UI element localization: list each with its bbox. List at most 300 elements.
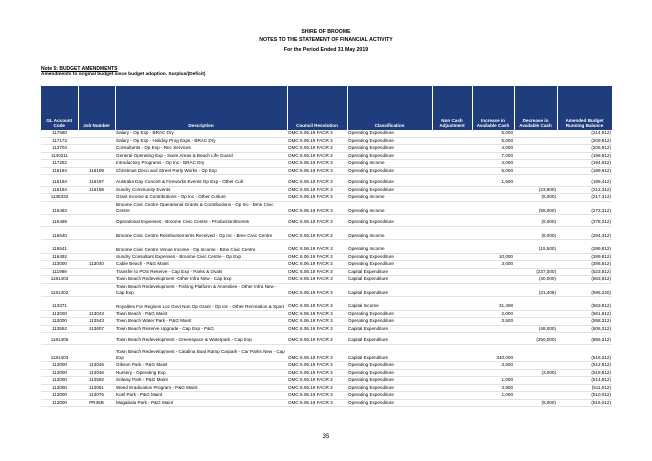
job-number-cell: 113045 <box>78 362 115 370</box>
non-cash-cell <box>432 194 472 202</box>
amended-balance-cell: (198,912) <box>557 152 612 160</box>
classification-cell: Operating Expenditure <box>347 384 432 392</box>
description-cell: Operational Expenses - Broome Civic Centre - Production/Events <box>115 219 287 226</box>
classification-cell: Operating Expenditure <box>347 310 432 318</box>
description-cell: Salary - Op Exp - BRAC Dry <box>115 130 287 137</box>
classification-cell: Operating Expenditure <box>347 318 432 326</box>
council-resolution-cell: OMC 6.06.19 FACR 3 <box>287 392 347 400</box>
non-cash-cell <box>432 349 472 362</box>
increase-cell: 31,408 <box>472 297 514 311</box>
job-number-cell <box>78 160 115 168</box>
amended-balance-cell: (188,412) <box>557 179 612 186</box>
statement-title: NOTES TO THE STATEMENT OF FINANCIAL ACTIVITY <box>259 37 393 43</box>
job-number-cell: 113607 <box>78 325 115 333</box>
decrease-cell <box>514 384 557 392</box>
job-number-cell <box>78 276 115 284</box>
decrease-cell: (31,408) <box>514 283 557 297</box>
description-cell: Introductory Programs - Op Inc - BRAC Dry <box>115 160 287 168</box>
gl-account-cell: 113000 <box>41 362 78 370</box>
description-cell: Solway Park - P&G Maint <box>115 377 287 385</box>
amended-balance-cell: (561,812) <box>557 310 612 318</box>
gl-account-cell: 117252 <box>41 160 78 168</box>
classification-cell: Operating Expenditure <box>347 399 432 407</box>
job-number-cell: 113040 <box>78 261 115 269</box>
decrease-cell <box>514 179 557 186</box>
decrease-cell <box>514 152 557 160</box>
council-resolution-cell: OMC 6.06.19 FACR 3 <box>287 145 347 153</box>
increase-cell: 4,000 <box>472 145 514 153</box>
decrease-cell: (48,000) <box>514 325 557 333</box>
col-amended-balance: Amended Budget Running Balance <box>557 86 612 130</box>
decrease-cell <box>514 130 557 137</box>
amended-balance-cell: (289,812) <box>557 253 612 261</box>
gl-account-cell: 116483 <box>41 201 78 215</box>
description-cell: Koel Park - P&G Maint <box>115 392 287 400</box>
non-cash-cell <box>432 384 472 392</box>
decrease-cell <box>514 261 557 269</box>
council-resolution-cell: OMC 6.06.19 FACR 3 <box>287 310 347 318</box>
non-cash-cell <box>432 186 472 194</box>
description-cell: Cable Beach - P&G Maint <box>115 261 287 269</box>
decrease-cell <box>514 318 557 326</box>
classification-cell: Operating Income <box>347 201 432 215</box>
description-cell: Royalties For Regions Loc Govt Non Op Grant - Op Inc - Other Recreation & Sport <box>115 297 287 311</box>
description-cell: Nursery - Operating Exp <box>115 369 287 377</box>
page-number: 35 <box>322 434 330 440</box>
increase-cell <box>472 369 514 377</box>
table-row <box>41 240 612 254</box>
amended-balance-cell: (558,312) <box>557 318 612 326</box>
increase-cell: 3,000 <box>472 261 514 269</box>
job-number-cell <box>78 226 115 240</box>
description-cell: Town Beach Redevelopment - Catalina Boat Ramp Carpark - Car Parks New - Cap Exp <box>115 349 287 362</box>
amended-balance-cell: (205,912) <box>557 145 612 153</box>
council-resolution-cell: OMC 6.06.19 FACR 3 <box>287 226 347 240</box>
gl-account-cell: 1181403 <box>41 349 78 362</box>
non-cash-cell <box>432 369 472 377</box>
table-row <box>41 226 612 240</box>
increase-cell: 1,000 <box>472 377 514 385</box>
gl-account-cell: 113552 <box>41 325 78 333</box>
table-row <box>41 362 612 370</box>
gl-account-cell: 113000 <box>41 377 78 385</box>
description-cell: Grant Income & Contributions - Op Inc - Other Culture <box>115 194 287 202</box>
job-number-cell: 113582 <box>78 377 115 385</box>
decrease-cell: (5,000) <box>514 399 557 407</box>
council-resolution-cell: OMC 6.06.19 FACR 3 <box>287 362 347 370</box>
gl-account-cell: 116184 <box>41 167 78 175</box>
description-cell: Town Beach Reserve Upgrade - Cap Exp - P&G <box>115 325 287 333</box>
classification-cell: Operating Expenditure <box>347 362 432 370</box>
col-job-number: Job Number <box>78 86 115 130</box>
classification-cell: Operating Income <box>347 240 432 254</box>
non-cash-cell <box>432 201 472 215</box>
note-subtitle: Amendments to original budget since budget adoption. Surplus/(Deficit) <box>41 72 206 77</box>
table-row <box>41 384 612 392</box>
non-cash-cell <box>432 337 472 344</box>
increase-cell: 5,000 <box>472 167 514 175</box>
amended-balance-cell: (272,312) <box>557 201 612 215</box>
increase-cell: 1,000 <box>472 392 514 400</box>
council-resolution-cell: OMC 6.06.19 FACR 3 <box>287 179 347 186</box>
job-number-cell <box>78 297 115 311</box>
increase-cell: 1,500 <box>472 179 514 186</box>
description-cell: Broome Civic Centre Venue Income - Op Income - Bme Civic Centre <box>115 240 287 254</box>
non-cash-cell <box>432 261 472 269</box>
table-row <box>41 369 612 377</box>
amended-balance-cell: (511,012) <box>557 384 612 392</box>
increase-cell: 4,000 <box>472 160 514 168</box>
decrease-cell: (6,000) <box>514 226 557 240</box>
council-resolution-cell: OMC 6.06.19 FACR 3 <box>287 268 347 276</box>
gl-account-cell: 1138332 <box>41 194 78 202</box>
job-number-cell: PR36B <box>78 399 115 407</box>
amended-balance-cell: (595,220) <box>557 283 612 297</box>
description-cell: Transfer to POS Reserve - Cap Exp - Parks & Ovals <box>115 268 287 276</box>
table-row <box>41 130 612 137</box>
non-cash-cell <box>432 276 472 284</box>
job-number-cell: 113046 <box>78 369 115 377</box>
job-number-cell <box>78 194 115 202</box>
table-row <box>41 337 612 344</box>
classification-cell: Operating Expenditure <box>347 377 432 385</box>
council-resolution-cell: OMC 6.06.19 FACR 3 <box>287 349 347 362</box>
amended-balance-cell: (523,812) <box>557 268 612 276</box>
amended-balance-cell: (284,312) <box>557 226 612 240</box>
job-number-cell <box>78 219 115 226</box>
table-row <box>41 137 612 145</box>
col-increase: Increase in Available Cash <box>472 86 514 130</box>
increase-cell: 10,000 <box>472 253 514 261</box>
non-cash-cell <box>432 152 472 160</box>
note-title: Note 5: BUDGET AMENDMENTS <box>41 66 118 72</box>
description-cell: Broome Civic Centre Reimbursements Received - Op Inc - Bme Civic Centre <box>115 226 287 240</box>
description-cell: Australia Day Concert & Fireworks Events Op Exp - Other Cult <box>115 179 287 186</box>
gl-account-cell: 116492 <box>41 253 78 261</box>
classification-cell: Capital Expenditure <box>347 325 432 333</box>
col-gl-account: GL Account Code <box>41 86 78 130</box>
gl-account-cell: 113000 <box>41 392 78 400</box>
table-row <box>41 276 612 284</box>
gl-account-cell: 116184 <box>41 179 78 186</box>
amended-balance-cell: (606,312) <box>557 325 612 333</box>
non-cash-cell <box>432 310 472 318</box>
decrease-cell: (237,000) <box>514 268 557 276</box>
increase-cell: 3,500 <box>472 362 514 370</box>
amended-balance-cell: (856,312) <box>557 337 612 344</box>
council-resolution-cell: OMC 6.06.19 FACR 3 <box>287 325 347 333</box>
amended-balance-cell: (214,912) <box>557 130 612 137</box>
job-number-cell: 113076 <box>78 392 115 400</box>
gl-account-cell: 113371 <box>41 297 78 311</box>
non-cash-cell <box>432 297 472 311</box>
description-cell: Weed Eradication Program - P&G Maint <box>115 384 287 392</box>
decrease-cell <box>514 297 557 311</box>
council-resolution-cell: OMC 6.06.19 FACR 3 <box>287 186 347 194</box>
job-number-cell <box>78 130 115 137</box>
amended-balance-cell: (217,312) <box>557 194 612 202</box>
description-cell: Town Beach - P&G Maint <box>115 310 287 318</box>
decrease-cell <box>514 145 557 153</box>
gl-account-cell: 113000 <box>41 310 78 318</box>
classification-cell: Operating Expenditure <box>347 145 432 153</box>
amended-balance-cell: (515,012) <box>557 399 612 407</box>
classification-cell: Operating Expenditure <box>347 137 432 145</box>
increase-cell <box>472 240 514 254</box>
col-classification: Classification <box>347 86 432 130</box>
table-row <box>41 186 612 194</box>
table-row <box>41 392 612 400</box>
council-resolution-cell: OMC 6.06.19 FACR 3 <box>287 297 347 311</box>
non-cash-cell <box>432 130 472 137</box>
classification-cell: Operating Income <box>347 194 432 202</box>
classification-cell: Operating Expenditure <box>347 369 432 377</box>
non-cash-cell <box>432 219 472 226</box>
job-number-cell: 113043 <box>78 310 115 318</box>
description-cell: Salary - Op Exp - Holiday Prog Exps - BRAC Dry <box>115 137 287 145</box>
table-row <box>41 349 612 362</box>
job-number-cell <box>78 337 115 344</box>
amended-balance-cell: (278,312) <box>557 219 612 226</box>
council-resolution-cell: OMC 6.06.19 FACR 3 <box>287 337 347 344</box>
increase-cell <box>472 399 514 407</box>
classification-cell: Capital Expenditure <box>347 268 432 276</box>
job-number-cell <box>78 349 115 362</box>
job-number-cell <box>78 268 115 276</box>
description-cell: Sundry Community Events <box>115 186 287 194</box>
increase-cell <box>472 276 514 284</box>
decrease-cell <box>514 137 557 145</box>
classification-cell: Operating Expenditure <box>347 186 432 194</box>
classification-cell: Capital Income <box>347 297 432 311</box>
non-cash-cell <box>432 253 472 261</box>
amended-balance-cell: (514,812) <box>557 377 612 385</box>
gl-account-cell: 117560 <box>41 130 78 137</box>
amended-balance-cell: (194,912) <box>557 160 612 168</box>
amended-balance-cell: (209,912) <box>557 137 612 145</box>
increase-cell <box>472 283 514 297</box>
gl-account-cell: 1181403 <box>41 276 78 284</box>
increase-cell: 3,800 <box>472 384 514 392</box>
amended-balance-cell: (563,812) <box>557 297 612 311</box>
increase-cell <box>472 268 514 276</box>
amended-balance-cell: (212,312) <box>557 186 612 194</box>
table-row <box>41 167 612 175</box>
decrease-cell <box>514 392 557 400</box>
table-row <box>41 194 612 202</box>
gl-account-cell: 117173 <box>41 137 78 145</box>
gl-account-cell: 113000 <box>41 261 78 269</box>
council-resolution-cell: OMC 6.06.19 FACR 3 <box>287 377 347 385</box>
gl-account-cell: 1140211 <box>41 152 78 160</box>
classification-cell: Operating Expenditure <box>347 130 432 137</box>
council-resolution-cell: OMC 6.06.19 FACR 3 <box>287 219 347 226</box>
non-cash-cell <box>432 399 472 407</box>
council-resolution-cell: OMC 6.06.19 FACR 3 <box>287 283 347 297</box>
classification-cell: Operating Expenditure <box>347 152 432 160</box>
table-row <box>41 261 612 269</box>
table-row <box>41 179 612 186</box>
gl-account-cell: 116184 <box>41 186 78 194</box>
council-resolution-cell: OMC 6.06.19 FACR 3 <box>287 130 347 137</box>
non-cash-cell <box>432 362 472 370</box>
description-cell: Consultants - Op Exp - Rec Services <box>115 145 287 153</box>
council-resolution-cell: OMC 6.06.19 FACR 3 <box>287 160 347 168</box>
council-resolution-cell: OMC 6.06.19 FACR 3 <box>287 137 347 145</box>
classification-cell: Capital Expenditure <box>347 337 432 344</box>
amended-balance-cell: (516,312) <box>557 349 612 362</box>
job-number-cell <box>78 145 115 153</box>
gl-account-cell: 116541 <box>41 240 78 254</box>
table-row <box>41 310 612 318</box>
increase-cell <box>472 219 514 226</box>
description-cell: Broome Civic Centre Operational Grants & Contributions - Op Inc - Bme Civic Centre <box>115 201 287 215</box>
classification-cell: Operating Income <box>347 160 432 168</box>
description-cell: Town Beach Redevelopment -Other Infra New - Cap Exp <box>115 276 287 284</box>
increase-cell <box>472 201 514 215</box>
increase-cell: 5,000 <box>472 130 514 137</box>
table-row <box>41 325 612 333</box>
decrease-cell: (5,000) <box>514 194 557 202</box>
decrease-cell <box>514 167 557 175</box>
description-cell: General Operating Exp - Swim Areas & Beach Life Guard <box>115 152 287 160</box>
classification-cell: Operating Expenditure <box>347 179 432 186</box>
non-cash-cell <box>432 160 472 168</box>
increase-cell <box>472 325 514 333</box>
increase-cell <box>472 226 514 240</box>
decrease-cell <box>514 160 557 168</box>
non-cash-cell <box>432 137 472 145</box>
job-number-cell: 113051 <box>78 384 115 392</box>
non-cash-cell <box>432 167 472 175</box>
gl-account-cell: 113000 <box>41 384 78 392</box>
col-description: Description <box>115 86 287 130</box>
decrease-cell: (15,500) <box>514 240 557 254</box>
increase-cell <box>472 186 514 194</box>
job-number-cell <box>78 201 115 215</box>
job-number-cell: 113543 <box>78 318 115 326</box>
table-row <box>41 283 612 297</box>
budget-amendments-table <box>41 86 613 407</box>
amended-balance-cell: (512,812) <box>557 362 612 370</box>
table-row <box>41 297 612 311</box>
council-resolution-cell: OMC 6.06.19 FACR 3 <box>287 276 347 284</box>
description-cell: Town Beach Water Park - P&G Maint <box>115 318 287 326</box>
increase-cell: 7,000 <box>472 152 514 160</box>
non-cash-cell <box>432 377 472 385</box>
amended-balance-cell: (515,812) <box>557 369 612 377</box>
classification-cell: Capital Expenditure <box>347 349 432 362</box>
job-number-cell <box>78 152 115 160</box>
decrease-cell <box>514 253 557 261</box>
table-row <box>41 253 612 261</box>
classification-cell: Capital Expenditure <box>347 283 432 297</box>
decrease-cell <box>514 349 557 362</box>
shire-name: SHIRE OF BROOME <box>301 29 351 35</box>
gl-account-cell: 116489 <box>41 219 78 226</box>
classification-cell: Operating Income <box>347 226 432 240</box>
council-resolution-cell: OMC 6.06.19 FACR 3 <box>287 167 347 175</box>
council-resolution-cell: OMC 6.06.19 FACR 3 <box>287 384 347 392</box>
table-row <box>41 377 612 385</box>
amended-balance-cell: (299,812) <box>557 240 612 254</box>
non-cash-cell <box>432 179 472 186</box>
non-cash-cell <box>432 325 472 333</box>
increase-cell: 5,000 <box>472 137 514 145</box>
col-non-cash: Non Cash Adjustment <box>432 86 472 130</box>
table-row <box>41 201 612 215</box>
gl-account-cell: 113704 <box>41 145 78 153</box>
period-title: For the Period Ended 31 May 2019 <box>283 47 369 53</box>
amended-balance-cell: (563,812) <box>557 276 612 284</box>
description-cell: Christmas Deco and Street Party Works - Op Exp <box>115 167 287 175</box>
gl-account-cell: 113000 <box>41 369 78 377</box>
job-number-cell <box>78 283 115 297</box>
amended-balance-cell: (510,012) <box>557 392 612 400</box>
job-number-cell <box>78 253 115 261</box>
classification-cell: Operating Expenditure <box>347 167 432 175</box>
table-row <box>41 219 612 226</box>
increase-cell: 3,500 <box>472 318 514 326</box>
table-row <box>41 399 612 407</box>
council-resolution-cell: OMC 6.06.19 FACR 3 <box>287 369 347 377</box>
gl-account-cell: 113000 <box>41 399 78 407</box>
council-resolution-cell: OMC 6.06.19 FACR 3 <box>287 253 347 261</box>
council-resolution-cell: OMC 6.06.19 FACR 3 <box>287 201 347 215</box>
non-cash-cell <box>432 145 472 153</box>
non-cash-cell <box>432 268 472 276</box>
col-decrease: Decrease in Available Cash <box>514 86 557 130</box>
amended-balance-cell: (189,912) <box>557 167 612 175</box>
non-cash-cell <box>432 240 472 254</box>
council-resolution-cell: OMC 6.06.19 FACR 3 <box>287 152 347 160</box>
job-number-cell <box>78 137 115 145</box>
classification-cell: Operating Expenditure <box>347 392 432 400</box>
job-number-cell: 116197 <box>78 179 115 186</box>
description-cell: Gibson Park - P&G Maint <box>115 362 287 370</box>
council-resolution-cell: OMC 6.06.19 FACR 3 <box>287 399 347 407</box>
decrease-cell: (55,000) <box>514 201 557 215</box>
decrease-cell: (250,000) <box>514 337 557 344</box>
table-header-row <box>41 86 612 130</box>
increase-cell: 2,000 <box>472 310 514 318</box>
decrease-cell: (40,000) <box>514 276 557 284</box>
classification-cell: Operating Expenditure <box>347 261 432 269</box>
non-cash-cell <box>432 283 472 297</box>
increase-cell <box>472 194 514 202</box>
non-cash-cell <box>432 392 472 400</box>
table-row <box>41 268 612 276</box>
description-cell: Town Beach Redevelopment - Greenspace & Waterpark - Cap Exp <box>115 337 287 344</box>
table-body <box>41 130 612 407</box>
classification-cell: Capital Expenditure <box>347 276 432 284</box>
council-resolution-cell: OMC 6.06.19 FACR 3 <box>287 261 347 269</box>
job-number-cell <box>78 240 115 254</box>
gl-account-cell: 116540 <box>41 226 78 240</box>
table-row <box>41 152 612 160</box>
gl-account-cell: 111989 <box>41 268 78 276</box>
council-resolution-cell: OMC 6.06.19 FACR 3 <box>287 240 347 254</box>
decrease-cell <box>514 362 557 370</box>
job-number-cell: 116199 <box>78 167 115 175</box>
council-resolution-cell: OMC 6.06.19 FACR 3 <box>287 194 347 202</box>
gl-account-cell: 1181405 <box>41 337 78 344</box>
classification-cell: Operating Expenditure <box>347 219 432 226</box>
council-resolution-cell: OMC 6.06.19 FACR 3 <box>287 318 347 326</box>
job-number-cell: 116198 <box>78 186 115 194</box>
table-row <box>41 318 612 326</box>
gl-account-cell: 1181402 <box>41 283 78 297</box>
